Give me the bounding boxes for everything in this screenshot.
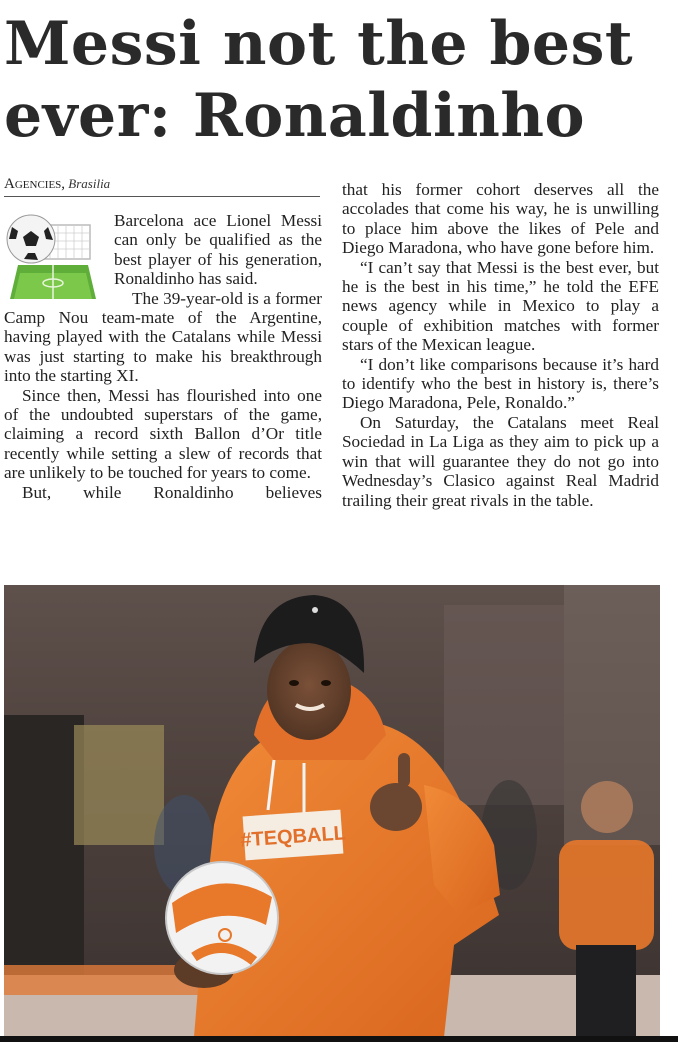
paragraph: that his former cohort deserves all the accolades that come his way, he is unwilling to place him above the likes of Pele and Diego Maradona, who have gone before him. bbox=[342, 180, 659, 258]
headline: Messi not the best ever: Ronaldinho bbox=[4, 9, 634, 151]
hoodie-text: #TEQBALL bbox=[239, 822, 347, 852]
byline-agency: Agencies, bbox=[4, 176, 66, 192]
ronaldinho-photo bbox=[4, 585, 660, 1037]
paragraph: Barcelona ace Lionel Messi can only be qualified as the best player of his generation, Ronaldinho has said. bbox=[114, 211, 322, 289]
paragraph: But, while Ronaldinho believes bbox=[22, 482, 322, 502]
paragraph: “I can’t say that Messi is the best ever, but he is the best in his time,” he told the EFE news agency while in Mexico to play a couple of exhibition matches with former stars of the Mexican league. bbox=[342, 257, 659, 355]
paragraph: The 39-year-old is a former Camp Nou team-mate of the Argentine, having played with the Catalans while Messi was just starting to make his breakthrough into the starting XI. bbox=[4, 288, 322, 386]
byline bbox=[4, 175, 320, 197]
bottom-rule bbox=[0, 1036, 678, 1042]
football-goal-icon bbox=[4, 213, 102, 305]
article-column-1 bbox=[4, 211, 322, 502]
paragraph: On Saturday, the Catalans meet Real Sociedad in La Liga as they aim to pick up a win that will guarantee they do not go into Wednesday’s Clasico against Real Madrid trailing their great rivals in the table. bbox=[342, 412, 659, 510]
paragraph: “I don’t like comparisons because it’s hard to identify who the best in history is, there’s Diego Maradona, Pele, Ronaldo.” bbox=[342, 354, 659, 413]
byline-place: Brasilia bbox=[68, 176, 111, 191]
paragraph: Since then, Messi has flourished into one of the undoubted superstars of the game, claiming a record sixth Ballon d’Or title recently while setting a slew of records that are unlikely to be touched for years to come. bbox=[4, 385, 322, 483]
photo-illustration bbox=[4, 585, 660, 1037]
article-column-2 bbox=[342, 180, 659, 510]
